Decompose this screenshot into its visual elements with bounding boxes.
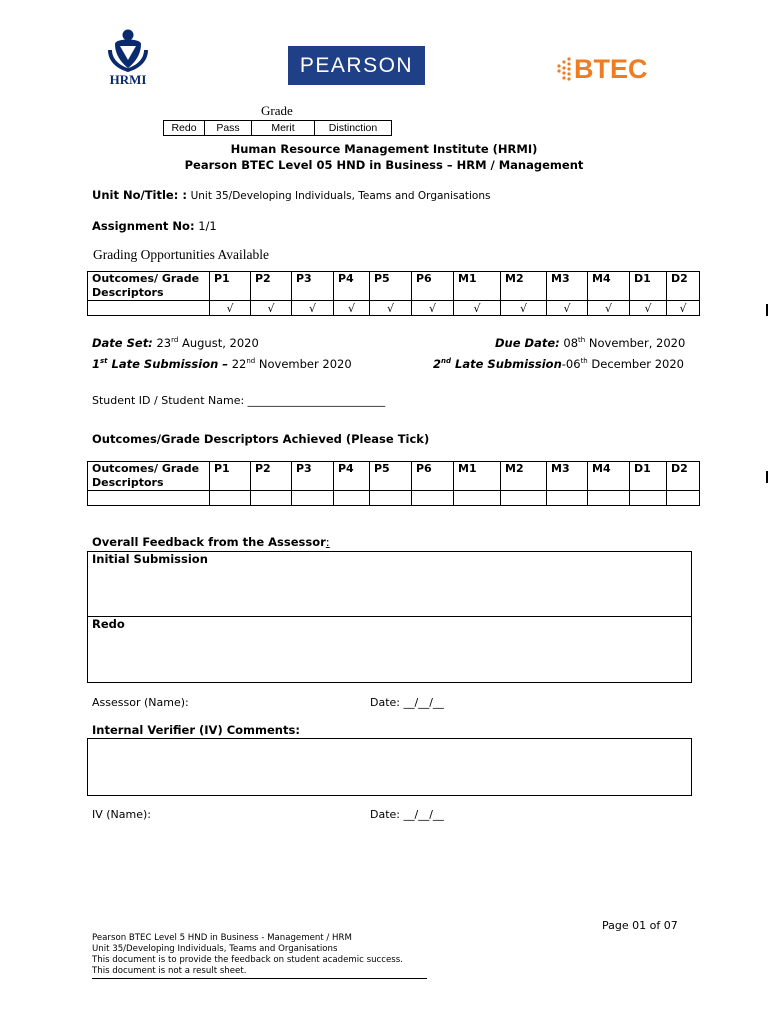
opp-tick-p6: √ [412,301,454,316]
opp-tick-p5: √ [370,301,412,316]
feedback-title-suffix: : [325,535,330,549]
grade-options-table [163,120,392,136]
opp-tick-p2: √ [251,301,292,316]
grade-option-merit[interactable]: Merit [252,121,315,136]
btec-logo-text: BTEC [574,54,648,84]
hrmi-logo-text: HRMI [109,72,147,87]
unit-label: Unit No/Title: : [92,188,187,202]
ach-tick-row-label [88,491,210,506]
ach-tick-p1[interactable] [210,491,251,506]
assignment-row [92,219,217,233]
ach-col-d2: D2 [667,462,700,491]
grade-label: Grade [261,103,293,118]
late2-num-sup: nd [441,357,452,366]
date-set-rest: August, 2020 [181,336,259,350]
late1-day-sup: nd [246,357,256,366]
initial-submission-label: Initial Submission [92,552,208,566]
btec-logo [555,52,675,86]
ach-col-m1: M1 [454,462,501,491]
institute-title: Human Resource Management Institute (HRMI) [230,142,538,156]
opp-col-p3: P3 [292,272,334,301]
due-date-row [495,336,685,350]
assignment-label: Assignment No: [92,219,195,233]
iv-comments-title-text: Internal Verifier (IV) Comments: [92,723,300,737]
student-row [92,394,385,407]
opp-tick-m2: √ [501,301,547,316]
ach-col-p2: P2 [251,462,292,491]
opp-tick-m3: √ [547,301,588,316]
footer-line-1: Pearson BTEC Level 5 HND in Business - Management / HRM [92,933,352,943]
ach-tick-m3[interactable] [547,491,588,506]
late1-rest: November 2020 [258,357,352,371]
ach-col-p5: P5 [370,462,412,491]
ach-col-p3: P3 [292,462,334,491]
late-submission-2-row [433,357,684,371]
grading-opportunities-title: Grading Opportunities Available [93,247,269,262]
opp-col-p1: P1 [210,272,251,301]
assessor-name-label: Assessor (Name): [92,696,189,709]
late1-day: 22 [231,357,247,371]
iv-name-label: IV (Name): [92,808,152,821]
ach-tick-d1[interactable] [630,491,667,506]
grade-option-redo[interactable]: Redo [164,121,205,136]
opp-col-m3: M3 [547,272,588,301]
ach-tick-p2[interactable] [251,491,292,506]
date-set-day: 23 [156,336,172,350]
grade-option-pass[interactable]: Pass [205,121,252,136]
due-date-label: Due Date: [495,336,560,350]
achieved-title [92,432,429,446]
redo-box[interactable] [87,616,692,683]
ach-tick-m2[interactable] [501,491,547,506]
unit-row [92,188,490,202]
opp-col-m1: M1 [454,272,501,301]
footer-line-4: This document is not a result sheet. [92,966,247,976]
opp-col-p2: P2 [251,272,292,301]
opp-tick-p1: √ [210,301,251,316]
late2-num: 2 [433,357,442,371]
feedback-title [92,535,330,549]
page-number: Page 01 of 07 [602,919,678,932]
iv-date-label: Date: __/__/__ [370,808,444,821]
ach-tick-d2[interactable] [667,491,700,506]
ach-col-p6: P6 [412,462,454,491]
opp-col-p5: P5 [370,272,412,301]
opp-tick-row-label [88,301,210,316]
assessor-date-label: Date: __/__/__ [370,696,444,709]
footer-rule [92,978,427,979]
iv-comments-title [92,723,300,737]
hrmi-emblem-icon [93,26,163,74]
ach-tick-m4[interactable] [588,491,630,506]
ach-col-p4: P4 [334,462,370,491]
opp-tick-p3: √ [292,301,334,316]
ach-col-m4: M4 [588,462,630,491]
footer-line-2: Unit 35/Developing Individuals, Teams and Organisations [92,944,338,954]
ach-tick-p3[interactable] [292,491,334,506]
late-submission-1-row [92,357,352,371]
opp-tick-m4: √ [588,301,630,316]
date-set-sup: rd [171,336,179,345]
due-date-day: 08 [563,336,579,350]
ach-col-d1: D1 [630,462,667,491]
opp-col-m2: M2 [501,272,547,301]
opp-col-p6: P6 [412,272,454,301]
initial-submission-box[interactable] [87,551,692,617]
footer-line-3: This document is to provide the feedback on student academic success. [92,955,403,965]
ach-tick-m1[interactable] [454,491,501,506]
achieved-header: Outcomes/ Grade Descriptors [88,462,210,491]
opp-col-d1: D1 [630,272,667,301]
opp-tick-d2: √ [667,301,700,316]
late1-num: 1 [92,357,101,371]
student-input[interactable]: _________________________ [247,394,386,407]
opp-tick-p4: √ [334,301,370,316]
ach-col-p1: P1 [210,462,251,491]
due-date-rest: November, 2020 [588,336,686,350]
ach-col-m2: M2 [501,462,547,491]
opp-col-d2: D2 [667,272,700,301]
date-set-label: Date Set: [92,336,153,350]
date-set-row [92,336,259,350]
assignment-value: 1/1 [198,219,217,233]
student-label: Student ID / Student Name: [92,394,245,407]
opp-col-m4: M4 [588,272,630,301]
grade-option-distinction[interactable]: Distinction [315,121,392,136]
ach-tick-p5[interactable] [370,491,412,506]
pearson-logo: PEARSON [288,46,425,85]
grading-opportunities-header: Outcomes/ Grade Descriptors [88,272,210,301]
late2-day: -06 [561,357,581,371]
programme-title: Pearson BTEC Level 05 HND in Business – HRM / Management [184,158,584,172]
iv-comments-box[interactable] [87,738,692,796]
opp-tick-d1: √ [630,301,667,316]
achieved-table [87,461,700,506]
late2-rest: December 2020 [591,357,684,371]
late1-label: Late Submission – [111,357,229,371]
unit-value: Unit 35/Developing Individuals, Teams and Organisations [190,190,491,202]
ach-tick-p4[interactable] [334,491,370,506]
late1-num-sup: st [100,357,108,366]
ach-col-m3: M3 [547,462,588,491]
achieved-title-text: Outcomes/Grade Descriptors Achieved (Please Tick) [92,432,430,446]
opp-col-p4: P4 [334,272,370,301]
due-date-sup: th [578,336,586,345]
feedback-title-text: Overall Feedback from the Assessor [92,535,326,549]
late2-day-sup: th [580,357,588,366]
footer-block [92,933,403,977]
hrmi-logo [93,26,163,90]
late2-label: Late Submission [455,357,562,371]
opp-tick-m1: √ [454,301,501,316]
btec-dots-icon [555,56,573,82]
ach-tick-p6[interactable] [412,491,454,506]
redo-label: Redo [92,617,125,631]
grading-opportunities-table [87,271,700,316]
